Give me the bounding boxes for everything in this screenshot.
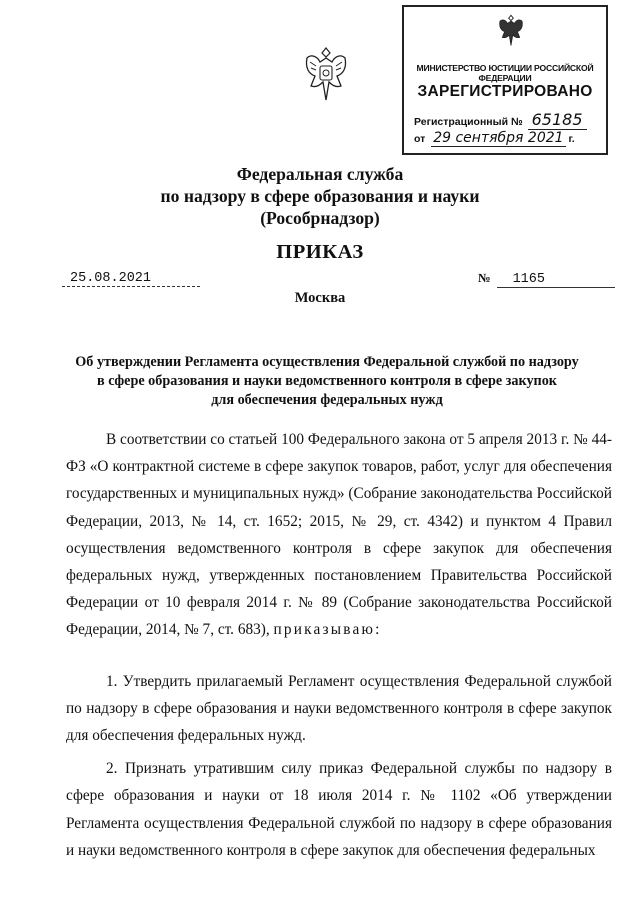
stamp-reg-number-line: [414, 110, 587, 129]
stamp-emblem-icon: [496, 13, 526, 49]
stamp-date-label: от: [414, 133, 426, 145]
stamp-date: 29 сентября 2021: [433, 130, 564, 146]
order-item-2: 2. Признать утратившим силу приказ Федеральной службы по надзору в сфере образования и науки от 18 июля 2014 г. № 1102 «Об утверждении Регламента осуществления Федеральной службой по надзору в сфере образования и науки ведомственного контроля в сфере закупок для обеспечения федеральных: [66, 760, 612, 859]
org-line-3: (Рособрнадзор): [260, 208, 380, 228]
order-date: 25.08.2021: [62, 271, 200, 287]
order-body: [66, 426, 612, 864]
subject-line-3: для обеспечения федеральных нужд: [211, 392, 443, 408]
preamble-paragraph: [66, 426, 612, 644]
order-number: 1165: [497, 272, 615, 288]
stamp-date-end: г.: [568, 133, 575, 145]
order-word: приказываю:: [273, 621, 382, 639]
org-line-2: по надзору в сфере образования и науки: [160, 186, 480, 206]
subject-line-1: Об утверждении Регламента осуществления Федеральной службой по надзору: [75, 354, 579, 370]
subject-line-2: в сфере образования и науки ведомственного контроля в сфере закупок: [97, 373, 557, 389]
city: Москва: [294, 290, 346, 306]
organization-name: [0, 163, 640, 229]
stamp-registered: ЗАРЕГИСТРИРОВАНО: [417, 83, 593, 100]
stamp-date-line: [414, 130, 575, 146]
order-subject: [66, 353, 588, 410]
order-number-field: [478, 271, 615, 288]
number-sign: №: [478, 271, 491, 285]
preamble-text: В соответствии со статьей 100 Федерального закона от 5 апреля 2013 г. № 44-ФЗ «О контрактной системе в сфере закупок товаров, работ, услуг для обеспечения государственных и муниципальных нужд» (Собрание законодательства Российской Федерации, 2013, № 14, ст. 1652; 2015, № 29, ст. 4342) и пунктом 4 Правил осуществления ведомственного контроля в сфере закупок для обеспечения федеральных нужд, утвержденных постановлением Правительства Российской Федерации от 10 февраля 2014 г. № 89 (Собрание законодательства Российской Федерации, 2014, № 7, ст. 683),: [66, 431, 612, 639]
coat-of-arms-emblem: [301, 44, 351, 106]
order-item-1: 1. Утвердить прилагаемый Регламент осуществления Федеральной службой по надзору в сфере образования и науки ведомственного контроля в сфере закупок для обеспечения федеральных нужд.: [66, 672, 612, 745]
stamp-reg-number-label: Регистрационный №: [414, 116, 523, 128]
org-line-1: Федеральная служба: [236, 164, 404, 184]
registration-stamp: [402, 5, 608, 155]
stamp-reg-number: 65185: [528, 110, 587, 130]
document-type-title: ПРИКАЗ: [276, 241, 364, 263]
stamp-ministry: МИНИСТЕРСТВО ЮСТИЦИИ РОССИЙСКОЙ ФЕДЕРАЦИИ: [416, 63, 594, 83]
